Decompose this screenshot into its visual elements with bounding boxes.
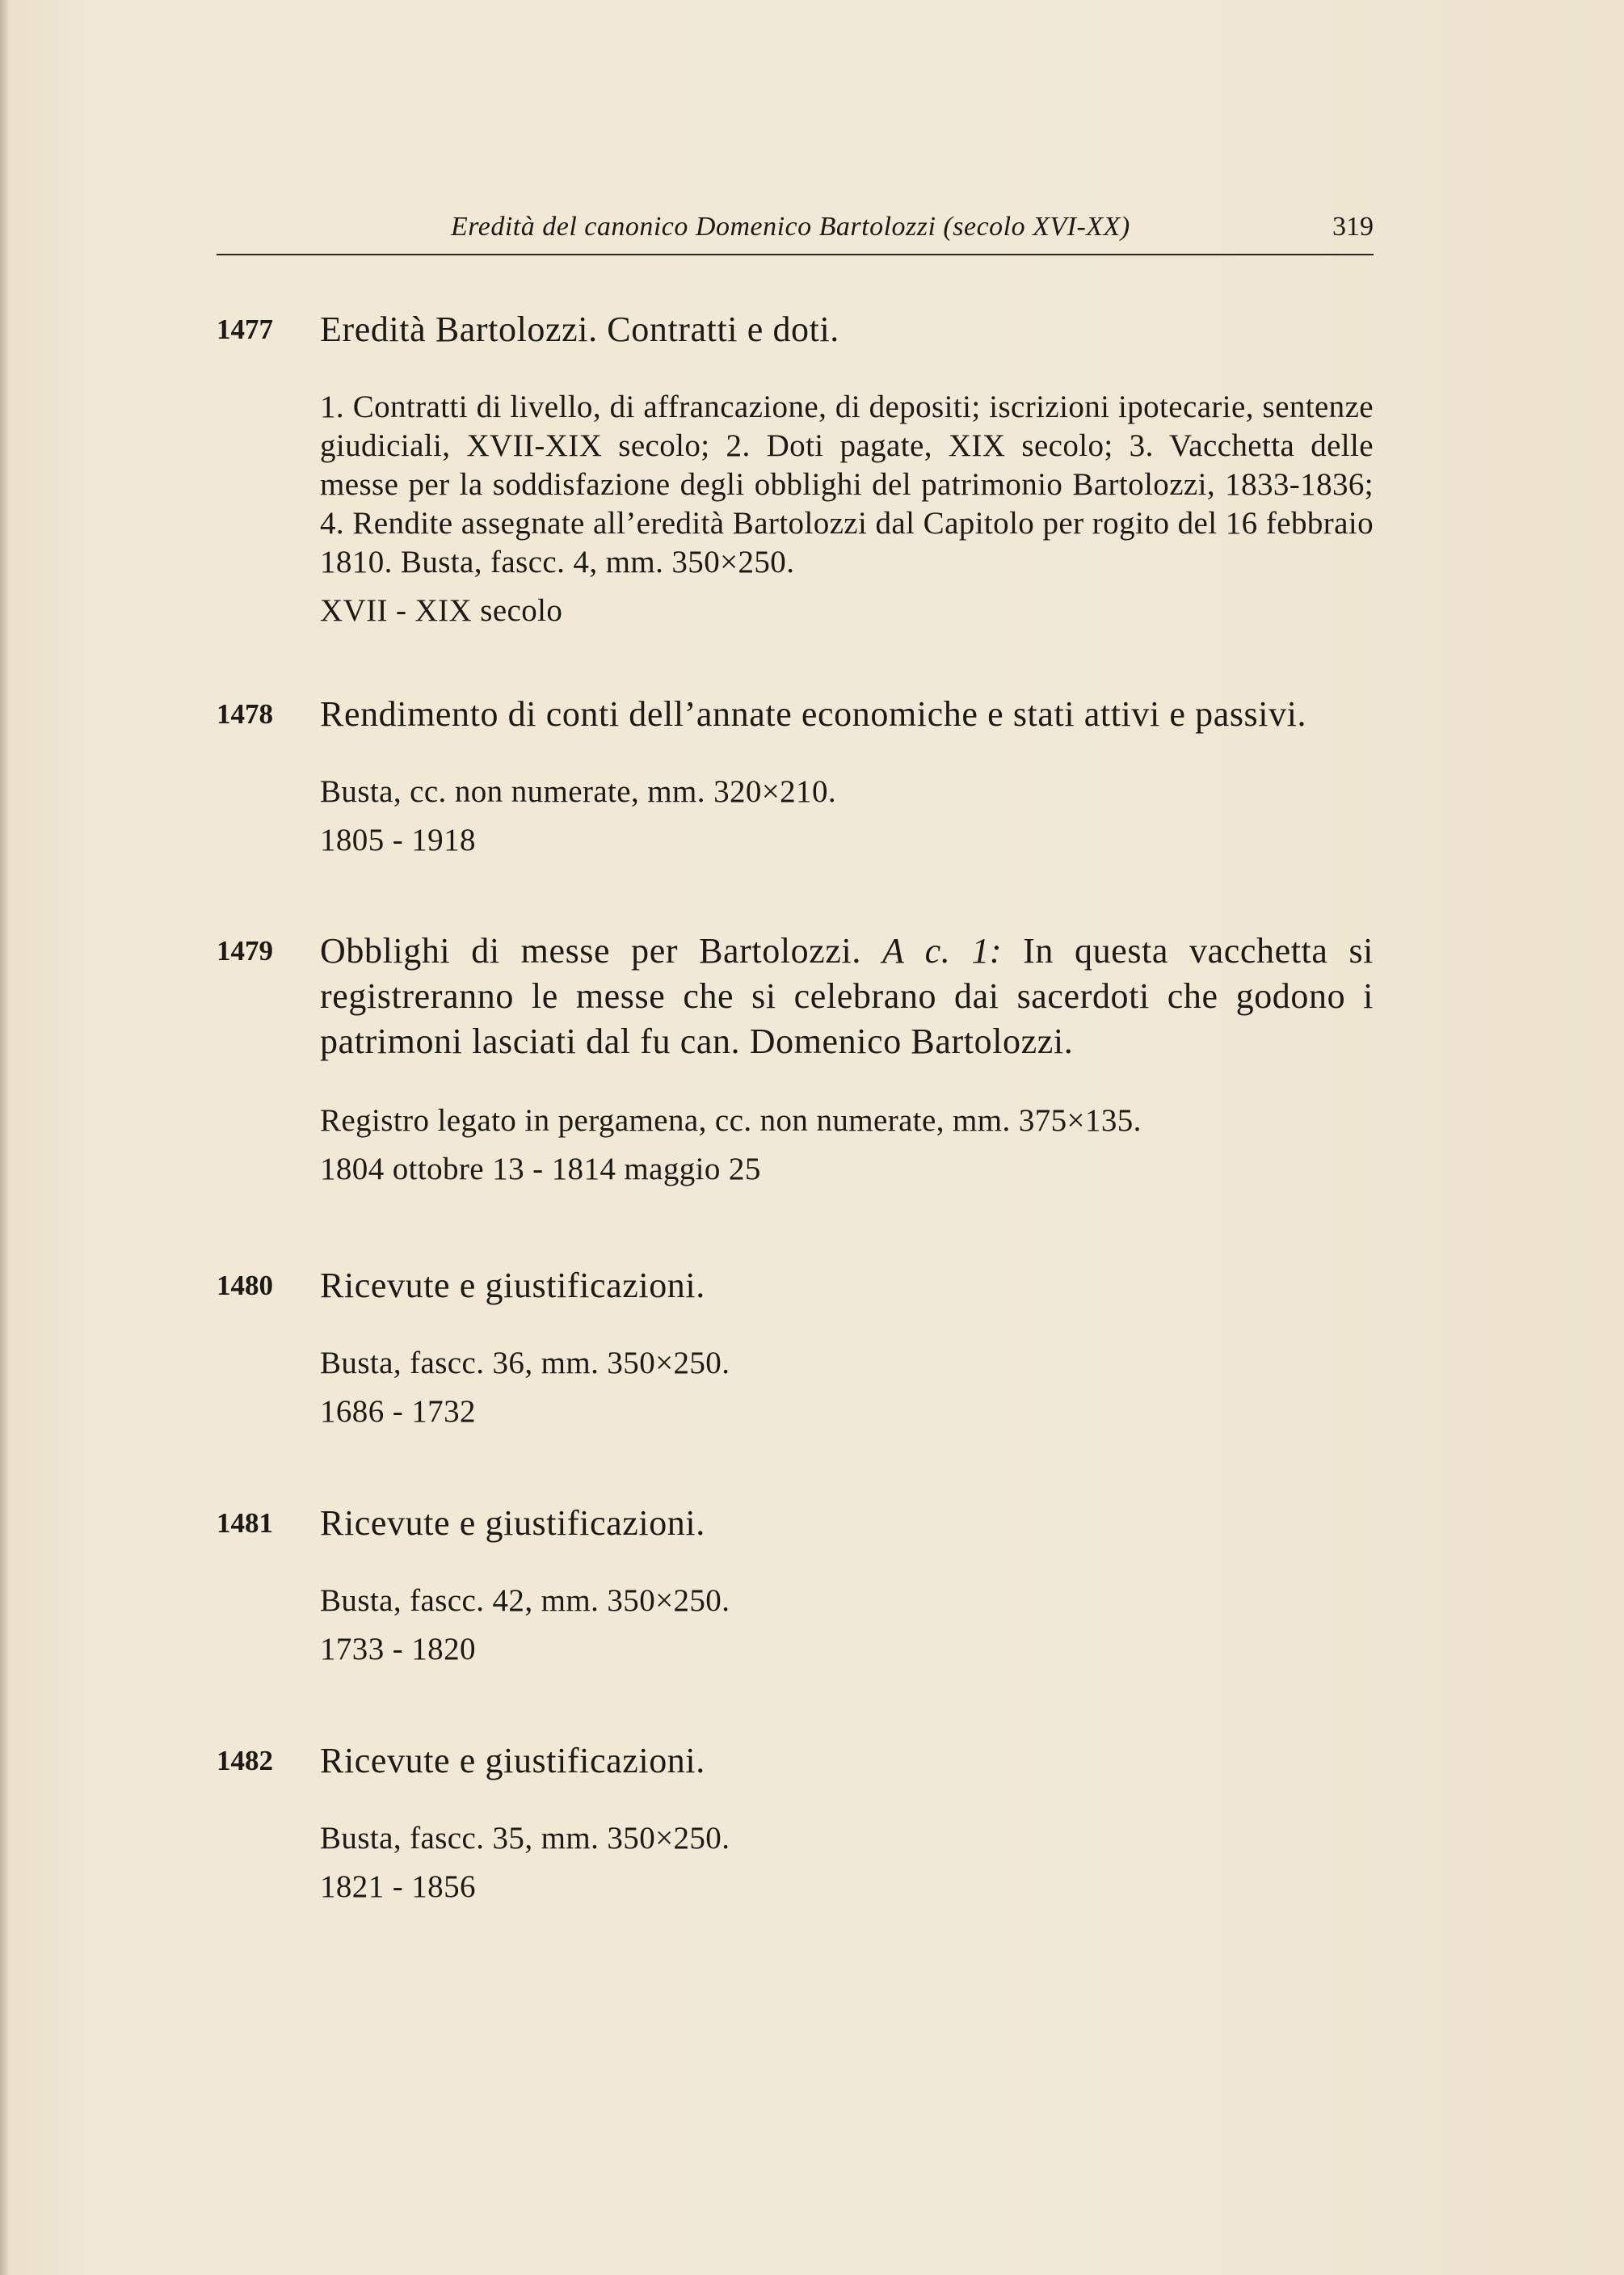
entry-date: 1733 - 1820	[320, 1632, 476, 1666]
entry-description: Busta, cc. non numerate, mm. 320×210.	[320, 774, 837, 809]
entry-description: Busta, fascc. 35, mm. 350×250.	[320, 1821, 730, 1856]
entry-number: 1478	[217, 698, 273, 730]
entry-title: Ricevute e giustificazioni.	[320, 1266, 705, 1305]
entry-date: 1686 - 1732	[320, 1394, 476, 1429]
entry-number: 1482	[217, 1745, 273, 1776]
entry-number: 1481	[217, 1507, 273, 1539]
entry-title-text: Obblighi di messe per Bartolozzi.	[320, 931, 861, 971]
entry-title-quotation: In questa vacchetta si registreranno le messe che si celebrano dai sacerdoti che godono i patrimoni lasciati dal fu can. Domenico Bartolozzi.	[320, 931, 1374, 1061]
entry-description: Busta, fascc. 36, mm. 350×250.	[320, 1346, 730, 1380]
entry-description: Busta, fascc. 42, mm. 350×250.	[320, 1583, 730, 1618]
entry-title: Rendimento di conti dell’annate economiche e stati attivi e passivi.	[320, 694, 1307, 734]
entry-date: 1821 - 1856	[320, 1869, 476, 1904]
entry-number: 1480	[217, 1270, 273, 1301]
entry-date: 1805 - 1918	[320, 823, 476, 857]
entry-title-folio-reference: A c. 1:	[881, 931, 1003, 971]
page-binding-edge	[0, 0, 8, 2275]
page-header	[217, 212, 1374, 255]
entry-description: Registro legato in pergamena, cc. non numerate, mm. 375×135.	[320, 1103, 1142, 1138]
entry-number: 1479	[217, 935, 273, 967]
entry-title: Eredità Bartolozzi. Contratti e doti.	[320, 310, 839, 349]
entry-title	[320, 929, 1374, 1064]
running-title: Eredità del canonico Domenico Bartolozzi (secolo XVI-XX)	[451, 212, 1130, 242]
entry-number: 1477	[217, 314, 273, 345]
entry-title: Ricevute e giustificazioni.	[320, 1503, 705, 1543]
entry-title: Ricevute e giustificazioni.	[320, 1741, 705, 1780]
entry-date: XVII - XIX secolo	[320, 593, 563, 628]
entry-description: 1. Contratti di livello, di affrancazione, di depositi; iscrizioni ipotecarie, sentenze giudiciali, XVII-XIX secolo; 2. Doti pagate, XIX secolo; 3. Vacchetta delle messe per la soddisfazione degli obblighi del patrimonio Bartolozzi, 1833-1836; 4. Rendite assegnate all’eredità Bartolozzi dal Capitolo per rogito del 16 febbraio 1810. Busta, fascc. 4, mm. 350×250.	[320, 390, 1374, 579]
page-number: 319	[1332, 212, 1374, 242]
entry-date: 1804 ottobre 13 - 1814 maggio 25	[320, 1152, 761, 1186]
